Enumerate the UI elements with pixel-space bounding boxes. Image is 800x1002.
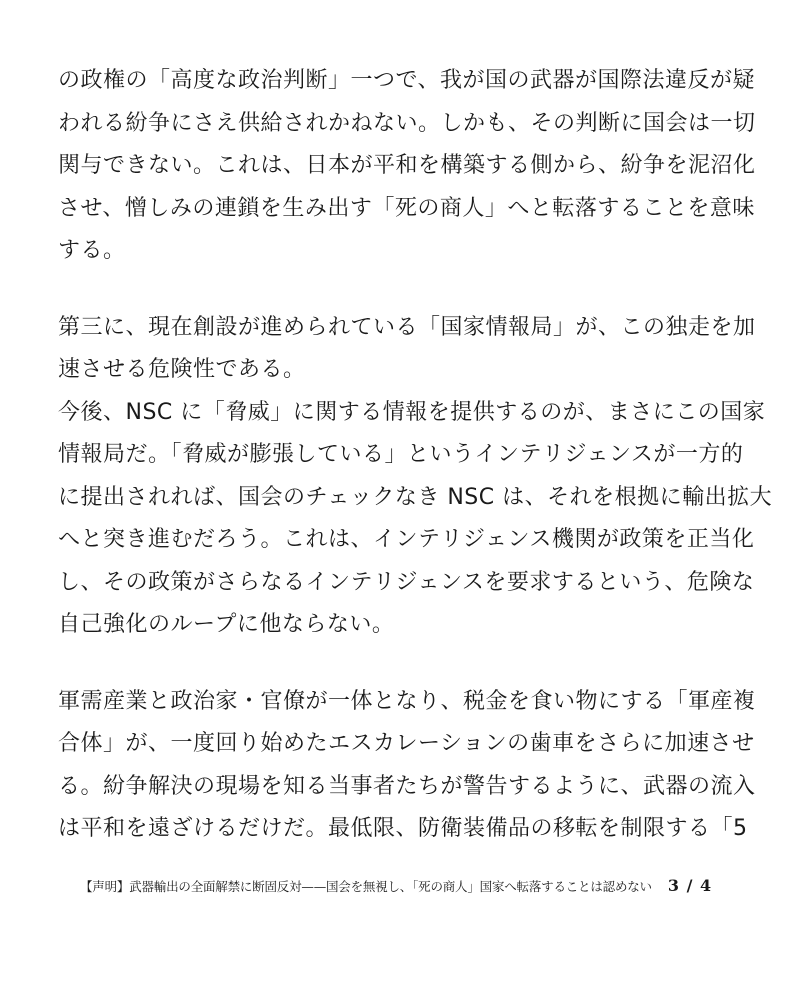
text-line: 自己強化のループに他ならない。 [58, 612, 395, 637]
text-line: に提出されれば、国会のチェックなき NSC は、それを根拠に輸出拡大 [58, 484, 773, 510]
paragraph-gap [58, 647, 748, 681]
text-line: の政権の「高度な政治判断」一つで、我が国の武器が国際法違反が疑 [58, 68, 756, 93]
paragraph-gap [58, 273, 748, 307]
text-line: 軍需産業と政治家・官僚が一体となり、税金を食い物にする「軍産複 [58, 688, 756, 714]
footer-title: 【声明】武器輸出の全面解禁に断固反対——国会を無視し、「死の商人」国家へ転落することは認めない [80, 879, 652, 894]
text-line: 合体」が、一度回り始めたエスカレーションの歯車をさらに加速させ [58, 731, 755, 756]
text-line: 情報局だ。「脅威が膨張している」というインテリジェンスが一方的 [58, 442, 744, 467]
text-line: 関与できない。これは、日本が平和を構築する側から、紛争を泥沼化 [58, 153, 756, 178]
text-line: われる紛争にさえ供給されかねない。しかも、その判断に国会は一切 [58, 110, 756, 136]
text-line: る。紛争解決の現場を知る当事者たちが警告するように、武器の流入 [58, 773, 756, 799]
paragraph [58, 681, 756, 851]
text-line: へと突き進むだろう。これは、インテリジェンス機関が政策を正当化 [58, 527, 755, 552]
text-line: する。 [58, 238, 126, 263]
body-text [58, 60, 773, 851]
text-line: 速させる危険性である。 [58, 357, 306, 382]
text-line: は平和を遠ざけるだけだ。最低限、防衛装備品の移転を制限する「5 [58, 816, 748, 841]
text-line: させ、憎しみの連鎖を生み出す「死の商人」へと転落することを意味 [58, 195, 755, 221]
text-line: 今後、NSC に「脅威」に関する情報を提供するのが、まさにこの国家 [58, 399, 766, 425]
page-number: 3 / 4 [667, 876, 713, 895]
paragraph [58, 307, 773, 647]
text-line: し、その政策がさらなるインテリジェンスを要求するという、危険な [58, 569, 755, 595]
text-line: 第三に、現在創設が進められている「国家情報局」が、この独走を加 [58, 314, 756, 340]
page-footer [80, 876, 730, 895]
paragraph [58, 60, 756, 273]
